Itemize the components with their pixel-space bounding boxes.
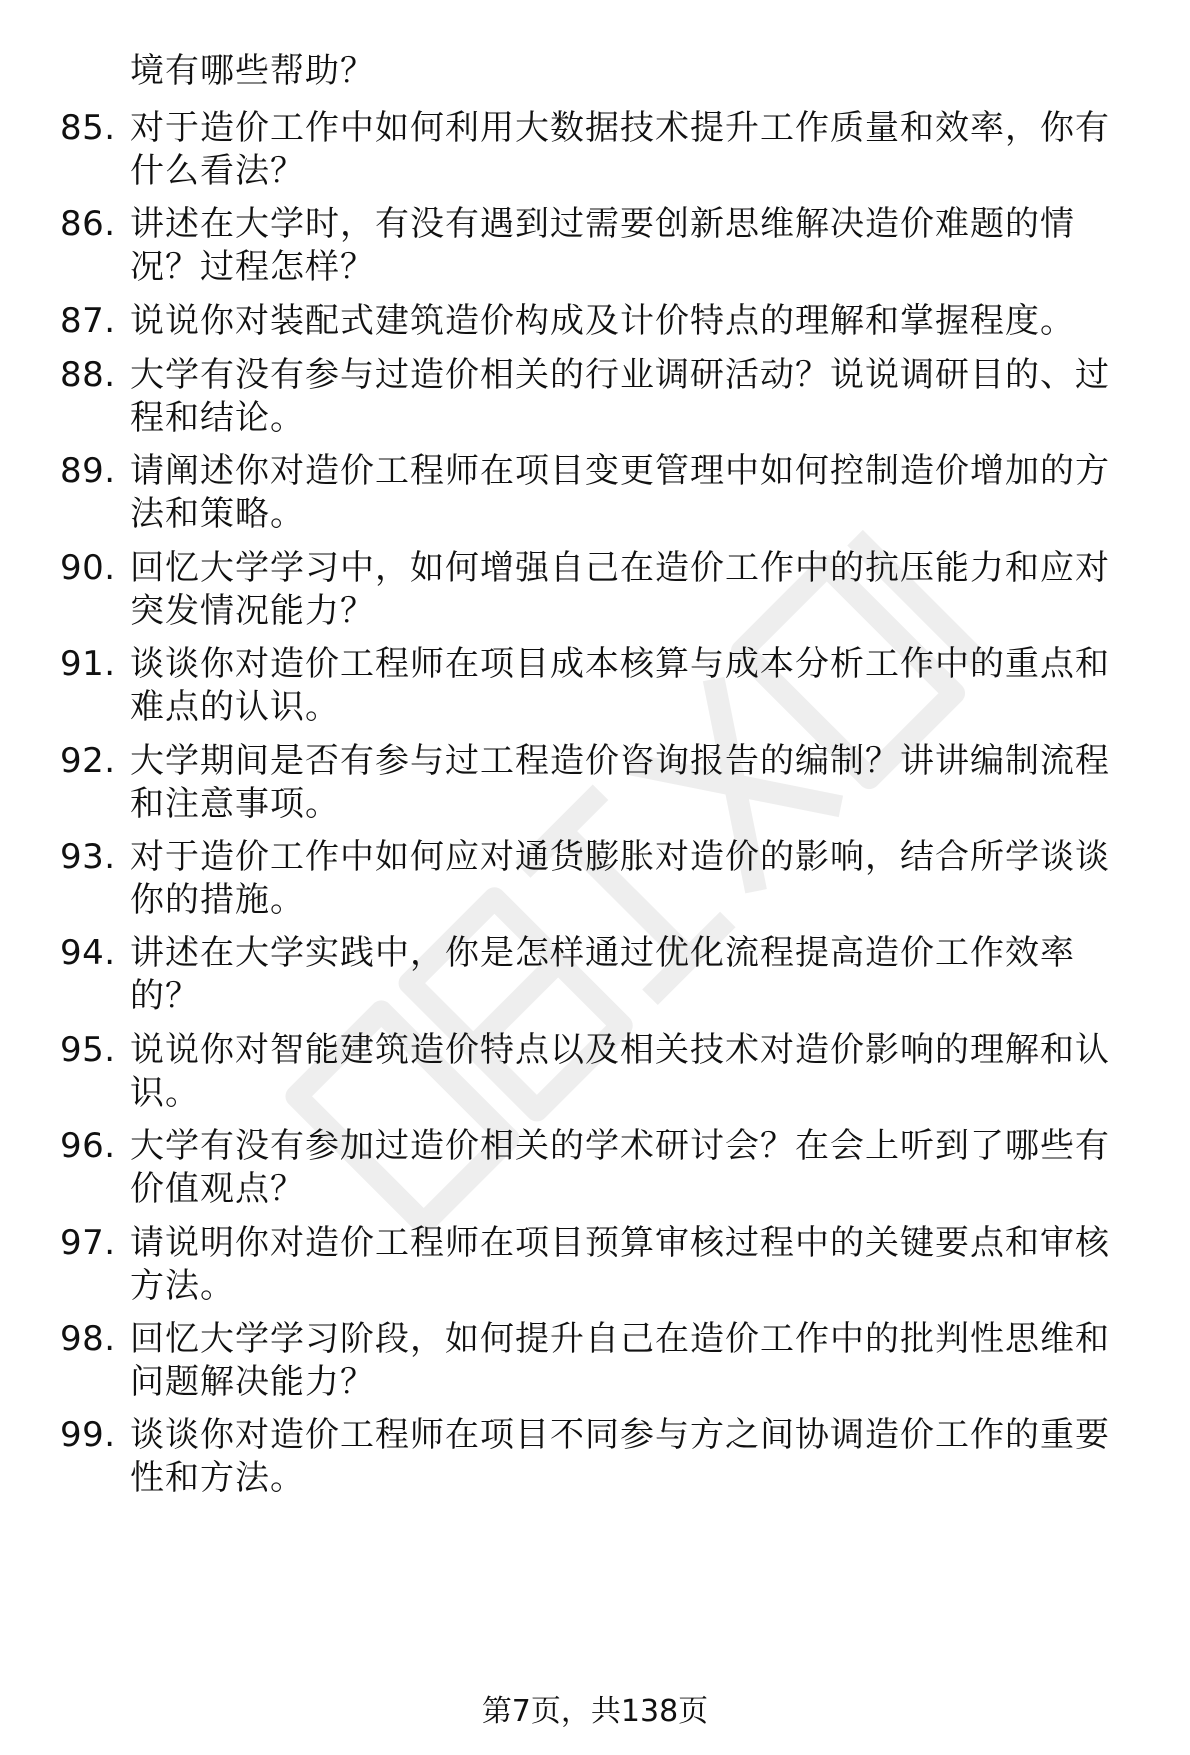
question-text: 回忆大学学习中，如何增强自己在造价工作中的抗压能力和应对 突发情况能力？ [130, 548, 1110, 631]
question-number: 92. [60, 741, 116, 781]
question-text: 讲述在大学实践中，你是怎样通过优化流程提高造价工作效率 的？ [130, 933, 1075, 1016]
question-text: 请阐述你对造价工程师在项目变更管理中如何控制造价增加的方 法和策略。 [130, 451, 1110, 534]
question-number: 85. [60, 108, 116, 148]
question-text: 对于造价工作中如何利用大数据技术提升工作质量和效率，你有 什么看法？ [130, 108, 1110, 191]
question-text: 大学期间是否有参与过工程造价咨询报告的编制？讲讲编制流程 和注意事项。 [130, 741, 1110, 824]
question-number: 91. [60, 644, 116, 684]
question-number: 90. [60, 548, 116, 588]
question-text: 说说你对装配式建筑造价构成及计价特点的理解和掌握程度。 [130, 301, 1075, 341]
question-text: 回忆大学学习阶段，如何提升自己在造价工作中的批判性思维和 问题解决能力？ [130, 1319, 1110, 1402]
question-number: 86. [60, 204, 116, 244]
question-number: 97. [60, 1223, 116, 1263]
question-number: 96. [60, 1126, 116, 1166]
question-text: 谈谈你对造价工程师在项目成本核算与成本分析工作中的重点和 难点的认识。 [130, 644, 1110, 727]
question-text: 说说你对智能建筑造价特点以及相关技术对造价影响的理解和认 识。 [130, 1030, 1110, 1113]
question-number: 99. [60, 1415, 116, 1455]
question-text: 大学有没有参与过造价相关的行业调研活动？说说调研目的、过 程和结论。 [130, 355, 1110, 438]
question-text: 大学有没有参加过造价相关的学术研讨会？在会上听到了哪些有 价值观点？ [130, 1126, 1110, 1209]
question-number: 94. [60, 933, 116, 973]
page-footer: 第7页，共138页 [481, 1694, 709, 1729]
question-number: 95. [60, 1030, 116, 1070]
question-text: 谈谈你对造价工程师在项目不同参与方之间协调造价工作的重要 性和方法。 [130, 1415, 1110, 1498]
question-number: 93. [60, 837, 116, 877]
question-number: 89. [60, 451, 116, 491]
question-number: 98. [60, 1319, 116, 1359]
question-text: 请说明你对造价工程师在项目预算审核过程中的关键要点和审核 方法。 [130, 1223, 1110, 1306]
question-text: 讲述在大学时，有没有遇到过需要创新思维解决造价难题的情 况？过程怎样？ [130, 204, 1075, 287]
continuation-text: 境有哪些帮助？ [130, 51, 375, 91]
question-number: 88. [60, 355, 116, 395]
question-text: 对于造价工作中如何应对通货膨胀对造价的影响，结合所学谈谈 你的措施。 [130, 837, 1110, 920]
question-number: 87. [60, 301, 116, 341]
